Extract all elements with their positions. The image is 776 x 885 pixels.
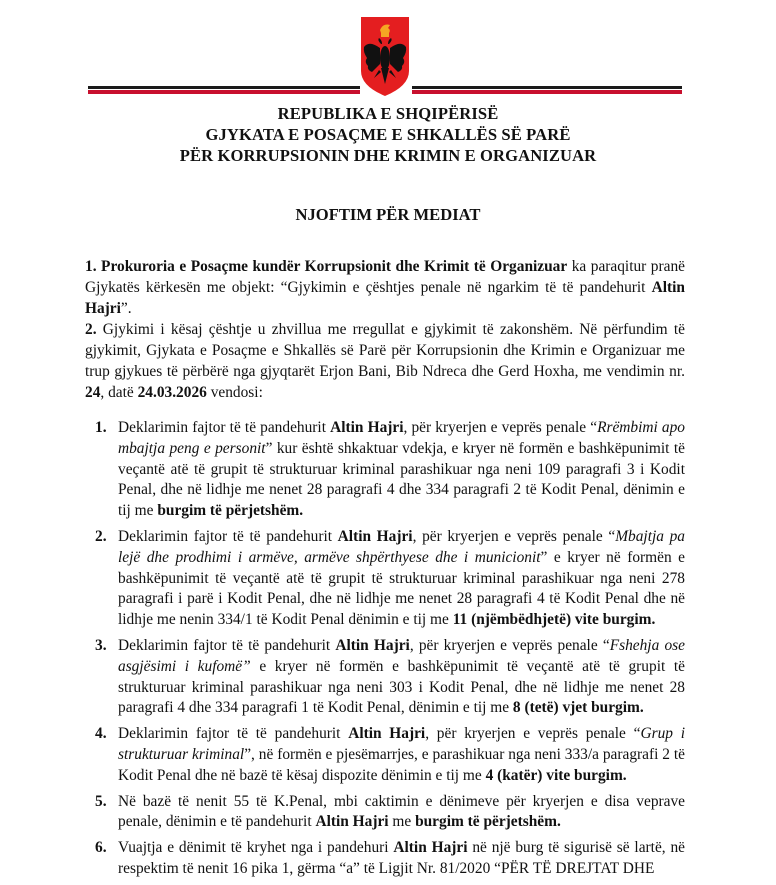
decision-item [85,792,685,834]
defendant-name: Altin Hajri [330,419,404,436]
paragraph-2-end: vendosi: [206,384,263,401]
defendant-name: Altin Hajri [85,279,685,317]
sentence: burgim të përjetshëm. [415,813,561,831]
decision-item [85,838,685,880]
paragraph-2-text: Gjykimi i kësaj çështje u zhvillua me rregullat e gjykimit të zakonshëm. Në përfundim të gjykimit, Gjykata e Posaçme e Shkallës së Parë për Korrupsionin dhe Krimin e Organizuar me trup gjykues të përbërë nga gjyqtarët Erjon Bani, Bib Ndreca dhe Gerd Hoxha, me vendimin nr. [85,321,685,380]
letterhead-emblem [0,0,776,100]
offense-name: Rrëmbimi apo mbajtja peng e personit [118,419,685,457]
header-rule-right [412,86,682,94]
sentence: 4 (katër) vite burgim. [485,766,627,784]
decision-item [85,527,685,631]
decision-text: Deklarimin fajtor të të pandehurit [118,419,331,436]
decision-number-3: 3. [95,636,107,654]
decisions-list [85,418,685,885]
decision-text: e kryer në formën e bashkëpunimit të veçantë atë të grupit të strukturuar kriminal parashikuar nga neni 303 i Kodit Penal, dhe në lidhje me nenet 28 paragrafi 4 dhe 334 paragrafi 1 të Kodit Penal, dënimin e tij me [118,657,685,717]
paragraph-1-text: ka paraqitur pranë Gjykatës kërkesën me objekt: “Gjykimin e çështjes penale në ngarkim të të pandehurit [85,258,685,296]
defendant-name: Altin Hajri [348,725,426,743]
paragraph-2-number: 2. [85,321,97,338]
decision-text: Në bazë të nenit 55 të K.Penal, mbi caktimin e dënimeve për kryerjen e disa veprave penale, dënimin e të pandehurit [118,792,685,831]
date-label: , datë [100,384,138,401]
decision-number-4: 4. [95,725,107,743]
decision-text: Deklarimin fajtor të të pandehurit [118,527,338,545]
page-title: NJOFTIM PËR MEDIAT [295,205,481,224]
header-rule-left [88,86,360,94]
decision-text: , për kryerjen e veprës penale “ [412,527,616,545]
header-line-court: GJYKATA E POSAÇME E SHKALLËS SË PARË [205,125,571,144]
decision-text: Vuajtja e dënimit të kryhet nga i pandehuri [118,839,394,857]
decision-text: Deklarimin fajtor të të pandehurit [118,636,336,654]
decision-text: , për kryerjen e veprës penale “ [425,725,641,743]
paragraph-1 [85,256,685,319]
offense-name: Fshehja ose asgjësimi i kufomë” [118,636,685,675]
decision-text: në një burg të sigurisë së lartë, në respektim të nenit 16 pika 1, gërma “a” të Ligjit Nr. 81/2020 “PËR TË DREJTAT DHE [118,839,685,877]
decision-number-6: 6. [95,839,107,857]
decision-date: 24.03.2026 [137,384,207,401]
decision-text: Deklarimin fajtor të të pandehurit [118,725,349,743]
decision-number-5: 5. [95,792,107,810]
decision-text: ” e kryer në formën e bashkëpunimit të veçantë atë të grupit të strukturuar kriminal parashikuar nga neni 278 paragrafi i parë i Kodit Penal, dhe në lidhje me nenet 28 paragrafi 4 të Kodit Penal dhe në lidhje me nenin 334/1 të Kodit Penal dënimin e tij me [118,548,685,629]
sentence: burgim të përjetshëm. [157,502,304,520]
paragraph-1-end: ”. [120,300,132,317]
decision-number-1: 1. [95,419,107,436]
decision-text: ”, në formën e pjesëmarrjes, e parashikuar nga neni 333/a paragrafi 2 të Kodit Penal dhe në bazë të kësaj dispozite dënimin e tij me [118,745,685,784]
defendant-name: Altin Hajri [393,839,468,857]
albanian-coat-of-arms-icon [355,14,415,100]
sentence: 8 (tetë) vjet burgim. [512,699,644,717]
header-line-jurisdiction: PËR KORRUPSIONIN DHE KRIMIN E ORGANIZUAR [179,146,597,165]
court-header [0,103,776,166]
paragraph-2 [85,319,685,403]
sentence: 11 (njëmbëdhjetë) vite burgim. [452,611,656,629]
decision-text: ” kur është shkaktuar vdekja, e kryer në formën e bashkëpunimit të veçantë atë të grupit të strukturuar kriminal parashikuar nga neni 109 paragrafi 3 i Kodit Penal, dhe në lidhje me nenet 28 paragrafi 4 dhe 334 paragrafi 2 të Kodit Penal, dënimin e tij me [118,439,685,520]
decision-number: 24 [85,384,101,401]
offense-name: Grup i strukturuar kriminal [118,725,685,763]
prosecutor-name: 1. Prokuroria e Posaçme kundër Korrupsionit dhe Krimit të Organizuar [85,258,568,275]
defendant-name: Altin Hajri [335,636,410,654]
decision-item [85,724,685,786]
defendant-name: Altin Hajri [315,813,389,831]
defendant-name: Altin Hajri [337,527,413,545]
decision-text: , për kryerjen e veprës penale “ [403,419,598,436]
decision-text: me [388,813,416,831]
decision-item [85,418,685,522]
decision-item [85,636,685,719]
offense-name: Mbajtja pa lejë dhe prodhimi i armëve, armëve shpërthyese dhe i municionit [118,527,685,566]
decision-number-2: 2. [95,527,107,545]
header-line-republic: REPUBLIKA E SHQIPËRISË [277,104,499,123]
decision-text: , për kryerjen e veprës penale “ [409,636,610,654]
